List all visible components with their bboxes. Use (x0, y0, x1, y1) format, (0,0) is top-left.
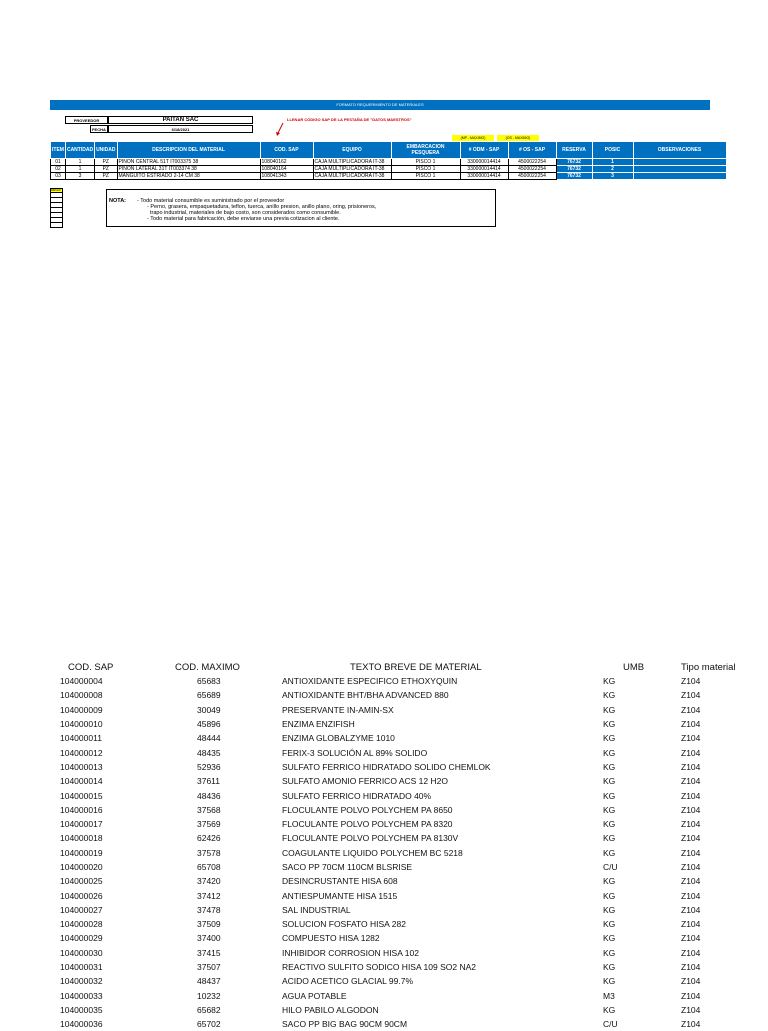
mat-cod-sap: 104000018 (60, 833, 103, 844)
mat-cod-maximo: 37611 (197, 776, 221, 787)
mat-umb: KG (603, 804, 616, 815)
mat-tipo: Z104 (681, 962, 701, 973)
table-row (60, 1003, 761, 1017)
mat-umb: KG (603, 1004, 616, 1015)
row-cantidad[interactable]: 1 (65, 166, 94, 173)
mat-texto-breve: ENZIMA GLOBALZYME 1010 (282, 733, 395, 744)
table-row (60, 946, 761, 960)
mat-umb: KG (603, 847, 616, 858)
mat-cod-sap: 104000016 (60, 804, 103, 815)
table-row (60, 674, 761, 688)
row-os[interactable]: 4500022254 (508, 166, 556, 173)
col-cod-sap: COD. SAP (260, 142, 313, 159)
table-row (51, 159, 727, 166)
mat-cod-maximo: 37412 (197, 890, 221, 901)
form-title: FORMATO REQUERIMIENTO DE MATERIALES (50, 100, 710, 110)
row-cantidad[interactable]: 3 (65, 173, 94, 180)
col-os-sap: # OS - SAP (508, 142, 556, 159)
row-posic[interactable]: 3 (592, 173, 633, 180)
row-os[interactable]: 4500022254 (508, 173, 556, 180)
mat-tipo: Z104 (681, 747, 701, 758)
mat-umb: KG (603, 676, 616, 687)
row-unidad[interactable]: PZ (95, 173, 117, 180)
row-equipo[interactable]: CAJA MULTIPLICADORA IT-38 (313, 166, 391, 173)
mat-cod-sap: 104000017 (60, 819, 103, 830)
col-item: ITEM (51, 142, 66, 159)
mat-umb: KG (603, 933, 616, 944)
mat-tipo: Z104 (681, 862, 701, 872)
row-item: 02 (51, 166, 66, 173)
table-row (60, 817, 761, 831)
col-observaciones: OBSERVACIONES (633, 142, 726, 159)
mat-texto-breve: PRESERVANTE IN-AMIN-SX (282, 704, 394, 715)
mat-umb: C/U (603, 1019, 618, 1030)
mat-cod-sap: 104000019 (60, 847, 103, 858)
mat-umb: KG (603, 704, 616, 715)
mat-cod-maximo: 37509 (197, 919, 221, 930)
table-row (60, 931, 761, 945)
table-row (60, 745, 761, 759)
mat-texto-breve: SULFATO FERRICO HIDRATADO SOLIDO CHEMLOK (282, 761, 491, 772)
row-cod-sap[interactable]: 108040164 (260, 166, 313, 173)
mat-umb: M3 (603, 990, 615, 1001)
mat-tipo: Z104 (681, 690, 701, 701)
mat-cod-maximo: 45896 (197, 719, 221, 730)
mat-umb: KG (603, 790, 616, 801)
proveedor-label: PROVEEDOR (65, 116, 108, 124)
row-reserva[interactable]: 76732 (556, 173, 592, 180)
table-row (60, 860, 761, 874)
row-cod-sap[interactable]: 108041343 (260, 173, 313, 180)
mat-texto-breve: AGUA POTABLE (282, 990, 347, 1001)
mat-cod-sap: 104000028 (60, 919, 103, 930)
col-cod-sap: COD. SAP (68, 661, 114, 673)
mat-umb: KG (603, 947, 616, 958)
nota-line: - Perno, grasera, empaquetadura, teflon, tuerca, anillo presion, anillo plano, oring, prisioneros, (147, 204, 377, 210)
row-unidad[interactable]: PZ (95, 166, 117, 173)
mat-tipo: Z104 (681, 1019, 701, 1030)
table-row (60, 917, 761, 931)
mat-cod-maximo: 48444 (197, 733, 221, 744)
mat-tipo: Z104 (681, 976, 701, 987)
nota-line: - Todo material para fabricación, debe enviarse una previa cotizacion al cliente. (147, 216, 340, 222)
row-odm[interactable]: 330000014414 (460, 159, 508, 166)
mat-cod-sap: 104000008 (60, 690, 103, 701)
mat-tipo: Z104 (681, 1004, 701, 1015)
row-observaciones[interactable] (633, 159, 726, 166)
mat-texto-breve: SACO PP 70CM 110CM BLSRISE (282, 862, 413, 872)
risk-legend-label: RIESGO (50, 188, 63, 193)
mat-texto-breve: ANTIOXIDANTE ESPECIFICO ETHOXYQUIN (282, 676, 458, 687)
row-item: 03 (51, 173, 66, 180)
nota-label: NOTA: (109, 198, 127, 204)
mat-cod-maximo: 52936 (197, 761, 221, 772)
mat-cod-sap: 104000012 (60, 747, 103, 758)
col-cod-maximo: COD. MAXIMO (175, 661, 240, 673)
mat-umb: KG (603, 690, 616, 701)
tag-os-maximo: (OS - MAXIMO) (497, 135, 539, 141)
sap-code-instruction: LLENAR CÓDIGO SAP DE LA PESTAÑA DE "DATOS MAESTROS" (287, 117, 412, 122)
row-odm[interactable]: 330000014414 (460, 173, 508, 180)
mat-cod-maximo: 37420 (197, 876, 221, 887)
mat-texto-breve: FLOCULANTE POLVO POLYCHEM PA 8650 (282, 804, 453, 815)
mat-umb: KG (603, 776, 616, 787)
mat-cod-maximo: 30049 (197, 704, 221, 715)
mat-tipo: Z104 (681, 761, 701, 772)
mat-tipo: Z104 (681, 919, 701, 930)
mat-umb: KG (603, 761, 616, 772)
mat-texto-breve: FLOCULANTE POLVO POLYCHEM PA 8130V (282, 833, 459, 844)
col-equipo: EQUIPO (313, 142, 391, 159)
row-item: 01 (51, 159, 66, 166)
mat-umb: KG (603, 747, 616, 758)
mat-texto-breve: ACIDO ACETICO GLACIAL 99.7% (282, 976, 414, 987)
mat-cod-maximo: 48435 (197, 747, 221, 758)
col-odm-sap: # ODM - SAP (460, 142, 508, 159)
col-unidad: UNIDAD (95, 142, 117, 159)
mat-tipo: Z104 (681, 733, 701, 744)
risk-legend (50, 188, 63, 228)
col-posic: POSIC (592, 142, 633, 159)
mat-cod-sap: 104000036 (60, 1019, 103, 1030)
mat-cod-maximo: 65708 (197, 862, 221, 872)
mat-cod-sap: 104000009 (60, 704, 103, 715)
mat-cod-maximo: 37568 (197, 804, 221, 815)
nota-line: - Todo material consumible es suministrado por el proveedor (137, 198, 285, 204)
mat-texto-breve: FLOCULANTE POLVO POLYCHEM PA 8320 (282, 819, 453, 830)
mat-texto-breve: SOLUCION FOSFATO HISA 282 (282, 919, 406, 930)
mat-texto-breve: COMPUESTO HISA 1282 (282, 933, 380, 944)
requirement-header-row (51, 142, 727, 159)
mat-cod-maximo: 37507 (197, 962, 221, 973)
table-row (60, 974, 761, 988)
proveedor-value[interactable]: PAITAN SAC (108, 116, 253, 124)
row-embarcacion[interactable]: PISCO 1 (391, 166, 460, 173)
materials-header-row (60, 660, 761, 674)
table-row (60, 1017, 761, 1031)
col-reserva: RESERVA (556, 142, 592, 159)
row-observaciones[interactable] (633, 173, 726, 180)
fecha-label: FECHA (90, 125, 108, 133)
row-odm[interactable]: 330000014414 (460, 166, 508, 173)
mat-cod-sap: 104000013 (60, 761, 103, 772)
table-row (60, 703, 761, 717)
mat-texto-breve: DESINCRUSTANTE HISA 608 (282, 876, 398, 887)
row-unidad[interactable]: PZ (95, 159, 117, 166)
row-posic[interactable]: 1 (592, 159, 633, 166)
mat-cod-maximo: 10232 (197, 990, 221, 1001)
table-row (60, 874, 761, 888)
mat-umb: KG (603, 890, 616, 901)
mat-cod-sap: 104000031 (60, 962, 103, 973)
mat-cod-sap: 104000004 (60, 676, 103, 687)
mat-cod-maximo: 65689 (197, 690, 221, 701)
mat-cod-sap: 104000010 (60, 719, 103, 730)
col-embarcacion: EMBARCACION PESQUERA (391, 142, 460, 159)
col-cantidad: CANTIDAD (65, 142, 94, 159)
mat-tipo: Z104 (681, 704, 701, 715)
table-row (60, 960, 761, 974)
col-umb: UMB (623, 661, 645, 673)
mat-umb: KG (603, 904, 616, 915)
mat-cod-sap: 104000035 (60, 1004, 103, 1015)
mat-cod-sap: 104000014 (60, 776, 103, 787)
mat-tipo: Z104 (681, 890, 701, 901)
legend-cell (50, 223, 63, 228)
col-texto-breve: TEXTO BREVE DE MATERIAL (350, 661, 482, 673)
table-row (60, 903, 761, 917)
materials-table (60, 660, 761, 1031)
mat-cod-maximo: 65702 (197, 1019, 221, 1030)
mat-cod-sap: 104000033 (60, 990, 103, 1001)
table-row (60, 888, 761, 902)
mat-cod-maximo: 65683 (197, 676, 221, 687)
table-row (60, 731, 761, 745)
mat-tipo: Z104 (681, 833, 701, 844)
fecha-value[interactable]: 6/18/2021 (108, 125, 253, 133)
table-row (60, 760, 761, 774)
row-os[interactable]: 4500022254 (508, 159, 556, 166)
mat-cod-sap: 104000020 (60, 862, 103, 872)
mat-texto-breve: COAGULANTE LIQUIDO POLYCHEM BC 5218 (282, 847, 463, 858)
mat-texto-breve: HILO PABILO ALGODON (282, 1004, 379, 1015)
mat-tipo: Z104 (681, 904, 701, 915)
mat-umb: KG (603, 733, 616, 744)
mat-texto-breve: SAL INDUSTRIAL (282, 904, 351, 915)
row-descripcion[interactable]: MANGUITO ESTRIADO 2-14 CM 38 (117, 173, 260, 180)
mat-cod-maximo: 37578 (197, 847, 221, 858)
mat-texto-breve: ANTIESPUMANTE HISA 1515 (282, 890, 398, 901)
mat-cod-sap: 104000030 (60, 947, 103, 958)
nota-line: trapo industrial, materiales de bajo costo, son considerados como consumible. (150, 210, 341, 216)
table-row (60, 846, 761, 860)
table-row (60, 788, 761, 802)
mat-tipo: Z104 (681, 790, 701, 801)
mat-umb: KG (603, 833, 616, 844)
row-posic[interactable]: 2 (592, 166, 633, 173)
mat-tipo: Z104 (681, 947, 701, 958)
col-descripcion: DESCRIPCION DEL MATERIAL (117, 142, 260, 159)
row-embarcacion[interactable]: PISCO 1 (391, 159, 460, 166)
mat-cod-maximo: 37415 (197, 947, 221, 958)
row-observaciones[interactable] (633, 166, 726, 173)
mat-umb: KG (603, 976, 616, 987)
mat-tipo: Z104 (681, 933, 701, 944)
mat-cod-sap: 104000026 (60, 890, 103, 901)
mat-texto-breve: SULFATO AMONIO FERRICO ACS 12 H2O (282, 776, 448, 787)
mat-cod-sap: 104000025 (60, 876, 103, 887)
mat-cod-sap: 104000027 (60, 904, 103, 915)
mat-tipo: Z104 (681, 876, 701, 887)
mat-cod-maximo: 65682 (197, 1004, 221, 1015)
red-arrow-icon (275, 122, 285, 136)
row-equipo[interactable]: CAJA MULTIPLICADORA IT-38 (313, 159, 391, 166)
mat-cod-maximo: 37569 (197, 819, 221, 830)
mat-texto-breve: REACTIVO SULFITO SODICO HISA 109 SO2 NA2 (282, 962, 476, 973)
table-row (60, 989, 761, 1003)
mat-tipo: Z104 (681, 719, 701, 730)
mat-cod-sap: 104000011 (60, 733, 102, 744)
col-tipo-material: Tipo material (681, 661, 736, 673)
table-row (60, 774, 761, 788)
requirement-table (50, 141, 727, 180)
nota-lines (137, 198, 376, 222)
row-embarcacion[interactable]: PISCO 1 (391, 173, 460, 180)
mat-cod-maximo: 37400 (197, 933, 221, 944)
mat-umb: C/U (603, 862, 618, 872)
mat-cod-sap: 104000032 (60, 976, 103, 987)
mat-umb: KG (603, 919, 616, 930)
table-row (60, 803, 761, 817)
mat-tipo: Z104 (681, 819, 701, 830)
mat-tipo: Z104 (681, 676, 701, 687)
table-row (60, 688, 761, 702)
row-descripcion[interactable]: PINON CENTRAL 51T IT003375 38 (117, 159, 260, 166)
mat-tipo: Z104 (681, 776, 701, 787)
row-descripcion[interactable]: PINON LATERAL 31T IT003374 38 (117, 166, 260, 173)
mat-tipo: Z104 (681, 990, 701, 1001)
table-row (51, 166, 727, 173)
mat-texto-breve: INHIBIDOR CORROSION HISA 102 (282, 947, 419, 958)
row-reserva[interactable]: 76732 (556, 159, 592, 166)
mat-cod-maximo: 48437 (197, 976, 221, 987)
row-cantidad[interactable]: 1 (65, 159, 94, 166)
mat-umb: KG (603, 719, 616, 730)
mat-tipo: Z104 (681, 804, 701, 815)
mat-tipo: Z104 (681, 847, 701, 858)
table-row (51, 173, 727, 180)
tag-mp-maximo: (MP - MAXIMO) (452, 135, 494, 141)
mat-texto-breve: SULFATO FERRICO HIDRATADO 40% (282, 790, 432, 801)
mat-cod-sap: 104000029 (60, 933, 103, 944)
mat-texto-breve: SACO PP BIG BAG 90CM 90CM (282, 1019, 408, 1030)
table-row (60, 717, 761, 731)
mat-cod-maximo: 62426 (197, 833, 221, 844)
mat-cod-sap: 104000015 (60, 790, 103, 801)
mat-texto-breve: FERIX-3 SOLUCIÓN AL 89% SOLIDO (282, 747, 428, 758)
mat-texto-breve: ANTIOXIDANTE BHT/BHA ADVANCED 880 (282, 690, 449, 701)
mat-texto-breve: ENZIMA ENZIFISH (282, 719, 355, 730)
row-cod-sap[interactable]: 108040162 (260, 159, 313, 166)
mat-umb: KG (603, 819, 616, 830)
table-row (60, 831, 761, 845)
mat-umb: KG (603, 876, 616, 887)
mat-cod-maximo: 48436 (197, 790, 221, 801)
mat-cod-maximo: 37478 (197, 904, 221, 915)
row-equipo[interactable]: CAJA MULTIPLICADORA IT-38 (313, 173, 391, 180)
row-reserva[interactable]: 76732 (556, 166, 592, 173)
note-box (106, 189, 496, 227)
mat-umb: KG (603, 962, 616, 973)
